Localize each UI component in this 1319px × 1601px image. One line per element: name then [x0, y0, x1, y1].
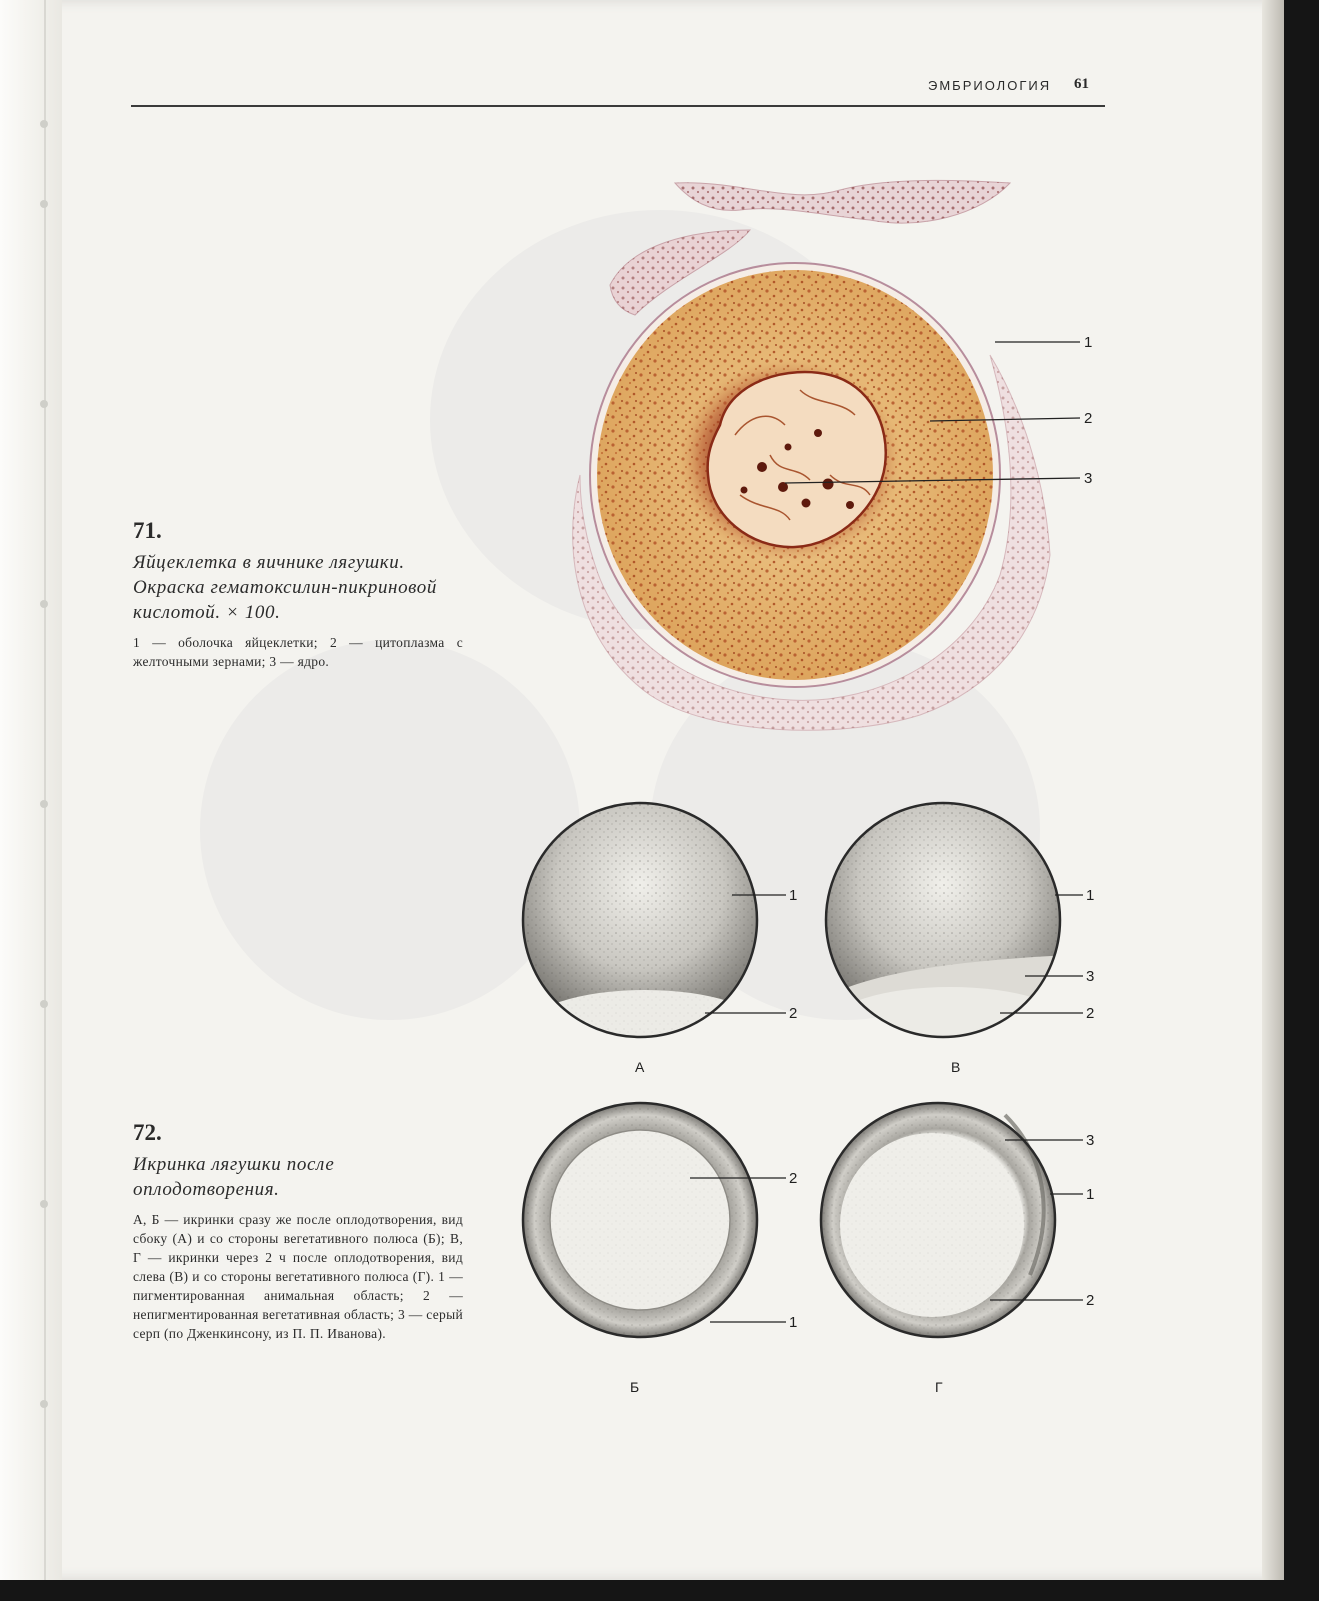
binding-hole	[40, 120, 48, 128]
panel-G-callout-3: 3	[1086, 1132, 1095, 1149]
binding-hole	[40, 1200, 48, 1208]
figure-71-illustration	[540, 175, 1100, 745]
nucleolus	[741, 487, 748, 494]
panel-B-callout-1: 1	[789, 1314, 798, 1331]
binding-hole	[40, 800, 48, 808]
egg-panel-B	[523, 1103, 797, 1395]
page-gutter	[0, 0, 62, 1580]
panel-V-callout-1: 1	[1086, 887, 1095, 904]
panel-G-callout-1: 1	[1086, 1186, 1095, 1203]
binding-hole	[40, 200, 48, 208]
figure-71-number: 71.	[133, 518, 162, 543]
figure-72-title: Икринка лягушки после оплодотворения.	[133, 1154, 335, 1200]
nucleolus	[802, 499, 811, 508]
section-title: ЭМБРИОЛОГИЯ	[928, 78, 1052, 93]
header-rule	[131, 105, 1105, 107]
figure-72-legend: А, Б — икринки сразу же после оплодотворения, вид сбоку (А) и со стороны вегетативного полюса (Б); В, Г — икринки через 2 ч после оплодотворения, вид слева (В) и со стороны вегетативного полюса (Г). 1 — пигментированная анимальная область; 2 — непигментированная вегетативная область; 3 — серый серп (по Дженкинсону, из П. П. Иванова).	[133, 1212, 463, 1341]
panel-V-callout-3: 3	[1086, 968, 1095, 985]
panel-B-label: Б	[630, 1379, 640, 1395]
figure-71-legend: 1 — оболочка яйцеклетки; 2 — цитоплазма с желточными зернами; 3 — ядро.	[133, 635, 463, 669]
tissue-strand	[675, 180, 1010, 223]
panel-G-label: Г	[935, 1379, 943, 1395]
figure-71-title: Яйцеклетка в яичнике лягушки. Окраска гематоксилин-пикриновой кислотой. × 100.	[133, 552, 437, 623]
page-number: 61	[1074, 76, 1089, 92]
panel-V-callout-2: 2	[1086, 1005, 1095, 1022]
gutter-fold	[44, 0, 46, 1580]
panel-B-callout-2: 2	[789, 1170, 798, 1187]
nucleolus	[823, 479, 834, 490]
panel-V-label: В	[951, 1059, 961, 1075]
figure-72-caption	[133, 1120, 463, 1343]
nucleolus	[757, 462, 767, 472]
figure-72-number: 72.	[133, 1120, 162, 1145]
egg-panel-A	[523, 803, 797, 1075]
figure-72-illustration	[510, 795, 1110, 1395]
nucleolus	[814, 429, 822, 437]
figure-71-caption	[133, 518, 463, 671]
panel-A-callout-2: 2	[789, 1005, 798, 1022]
egg-panel-V	[826, 803, 1094, 1075]
panel-G-callout-2: 2	[1086, 1292, 1095, 1309]
binding-hole	[40, 1000, 48, 1008]
panel-A-label: А	[635, 1059, 645, 1075]
callout-label-1: 1	[1084, 334, 1093, 351]
running-head	[928, 76, 1098, 96]
egg-panel-G	[821, 1103, 1094, 1395]
binding-hole	[40, 1400, 48, 1408]
nucleolus	[846, 501, 854, 509]
panel-A-callout-1: 1	[789, 887, 798, 904]
binding-hole	[40, 600, 48, 608]
page-edge-shadow	[1262, 0, 1284, 1580]
nucleolus	[785, 444, 792, 451]
binding-hole	[40, 400, 48, 408]
callout-label-2: 2	[1084, 410, 1093, 427]
callout-label-3: 3	[1084, 470, 1093, 487]
